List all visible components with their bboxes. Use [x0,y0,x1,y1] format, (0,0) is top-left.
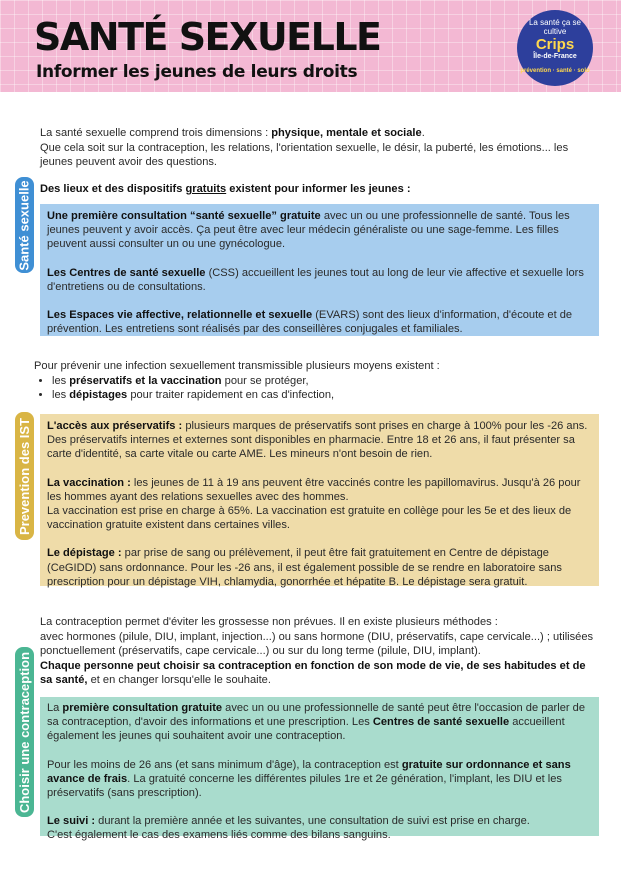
bold-text: Le dépistage : [47,547,122,560]
box-paragraph [47,814,593,842]
bullet-bold: dépistages [69,389,128,401]
logo-region: Île-de-France [533,53,577,60]
section3-intro [40,615,600,688]
body-text: La vaccination est prise en charge à 65%. La vaccination est gratuite en collège pour les 5e et des lieux de vaccination gratuite existent dans certaines villes. [47,505,572,532]
section-tab-label: Choisir une contraception [17,651,33,813]
box-paragraph [47,476,593,533]
list-item [52,388,594,403]
heading-text: Des lieux et des dispositifs [40,183,186,195]
intro-bold: physique, mentale et sociale [271,127,422,139]
section-tab-contraception [15,647,34,817]
bold-text: La vaccination : [47,476,131,489]
intro-text-end: . [421,127,425,139]
body-text: . La gratuité concerne les différentes pilules 1re et 2e génération, l'implant, les DIU et les préservatifs (sans prescription). [47,772,562,800]
section1-heading [40,182,600,197]
body-text: (CSS) accueillent les jeunes tout au long de leur vie affective et sexuelle lors d'entretiens ou de consultations. [47,266,584,293]
logo-brand: Crips [535,36,575,53]
section3-intro-bold: Chaque personne peut choisir sa contraception en fonction de son mode de vie, de ses habitudes et de sa santé, [40,659,586,686]
section2-intro [34,359,594,403]
bullet-text: pour traiter rapidement en cas d'infection, [127,389,335,401]
box-paragraph [47,758,593,801]
bold-text: Le suivi : [47,815,96,828]
ist-bullet-list [34,374,594,403]
section-tab-prevention-ist [15,412,34,540]
crips-logo [517,10,593,86]
bold-text: Une première consultation “santé sexuelle” gratuite [47,210,321,222]
intro-paragraph [40,126,595,170]
body-text: par prise de sang ou prélèvement, il peut être fait gratuitement en Centre de dépistage (CeGIDD) sans ordonnance. Pour les -26 ans, il est également possible de se rendre en laboratoire sans prescription pour un dépistage VIH, chlamydia, gonorrhée et hépatite B. Le dépistage sera gratuit. [47,547,562,588]
box-paragraph [47,546,593,589]
bullet-text: les [52,374,70,387]
bullet-text: les [52,389,70,401]
box-paragraph [47,419,593,462]
heading-text-end: existent pour informer les jeunes : [226,183,411,195]
section3-intro-text: avec hormones (pilule, DIU, implant, injection...) ou sans hormone (DIU, préservatifs, cape cervicale...) ; utilisées ponctuellement (préservatifs, cape cervicale...) ou sur du long terme (pilule, DIU, implant). [40,630,594,657]
header-banner [0,0,621,92]
bullet-bold: préservatifs et la vaccination [69,374,222,387]
body-text: les jeunes de 11 à 19 ans peuvent être vaccinés contre les papillomavirus. Jusqu'à 26 pour les hommes ayant des relations sexuelles avec des hommes. [47,476,581,503]
bold-text: gratuite sur ordonnance et sans avance de frais [47,758,571,785]
box-paragraph [47,209,593,252]
body-text: C'est également le cas des examens liés comme des bilans sanguins. [47,829,391,842]
bold-text: Les Centres de santé sexuelle [47,266,206,279]
body-text: plusieurs marques de préservatifs sont prises en charge à 100% pour les -26 ans. Des préservatifs internes et externes sont disponibles en pharmacie. Entre 18 et 26 ans, il faut présenter sa carte d'identité, sa carte vitale ou carte AME. Les mineurs n'ont besoin de rien. [47,420,588,461]
logo-ring-top: La santé ça se cultive [528,18,582,36]
intro-text-2: Que cela soit sur la contraception, les relations, l'orientation sexuelle, le désir, la puberté, les émotions... les jeunes peuvent avoir des questions. [40,141,569,168]
info-box-sante-sexuelle [40,204,599,336]
bold-text: Centres de santé sexuelle [372,716,510,729]
section3-intro-text: et en changer lorsqu'elle le souhaite. [87,674,271,686]
bold-text: L'accès aux préservatifs : [47,420,183,432]
info-box-prevention [40,414,599,586]
section-tab-label: Santé sexuelle [17,179,33,271]
body-text: avec un ou une professionnelle de santé peut être l'occasion de parler de sa contraception, d'avoir des informations et une prescription. Les [47,702,586,729]
box-paragraph [47,701,593,744]
intro-text: La santé sexuelle comprend trois dimensions : [40,127,272,139]
page-title: SANTÉ SEXUELLE [34,15,381,59]
body-text: (EVARS) sont des lieux d'information, d'écoute et de prévention. Les entretiens sont réalisés par des conseillères conjugales et familiales. [47,309,573,336]
box-paragraph [47,266,593,294]
section-tab-sante-sexuelle [15,177,34,273]
bullet-text: pour se protéger, [221,374,309,387]
body-text: avec un ou une professionnelle de santé. Tous les jeunes peuvent y avoir accès. Ça peut être avec leur médecin généraliste ou une sage-femme. Les filles peuvent aussi consulter un ou une gynécologue. [47,210,570,251]
section-tab-label: Prevention des IST [17,417,33,535]
bold-text: Les Espaces vie affective, relationnelle et sexuelle [47,309,313,322]
body-text: Pour les moins de 26 ans (et sans minimum d'âge), la contraception est [47,758,402,771]
box-paragraph [47,308,593,336]
heading-underlined: gratuits [185,183,227,195]
logo-ring-bottom: prévention · santé · solo [520,68,590,74]
body-text: La [47,702,63,714]
body-text: durant la première année et les suivantes, une consultation de suivi est prise en charge. [95,815,530,828]
info-box-contraception [40,697,599,842]
section2-intro-text: Pour prévenir une infection sexuellement transmissible plusieurs moyens existent : [34,360,440,372]
body-text: accueillent également les jeunes qui souhaitent avoir une contraception. [47,716,565,743]
page-subtitle: Informer les jeunes de leurs droits [36,62,358,82]
list-item [52,374,594,389]
bold-text: première consultation gratuite [62,702,223,714]
section3-intro-text: La contraception permet d'éviter les grossesse non prévues. Il en existe plusieurs méthodes : [40,616,498,628]
